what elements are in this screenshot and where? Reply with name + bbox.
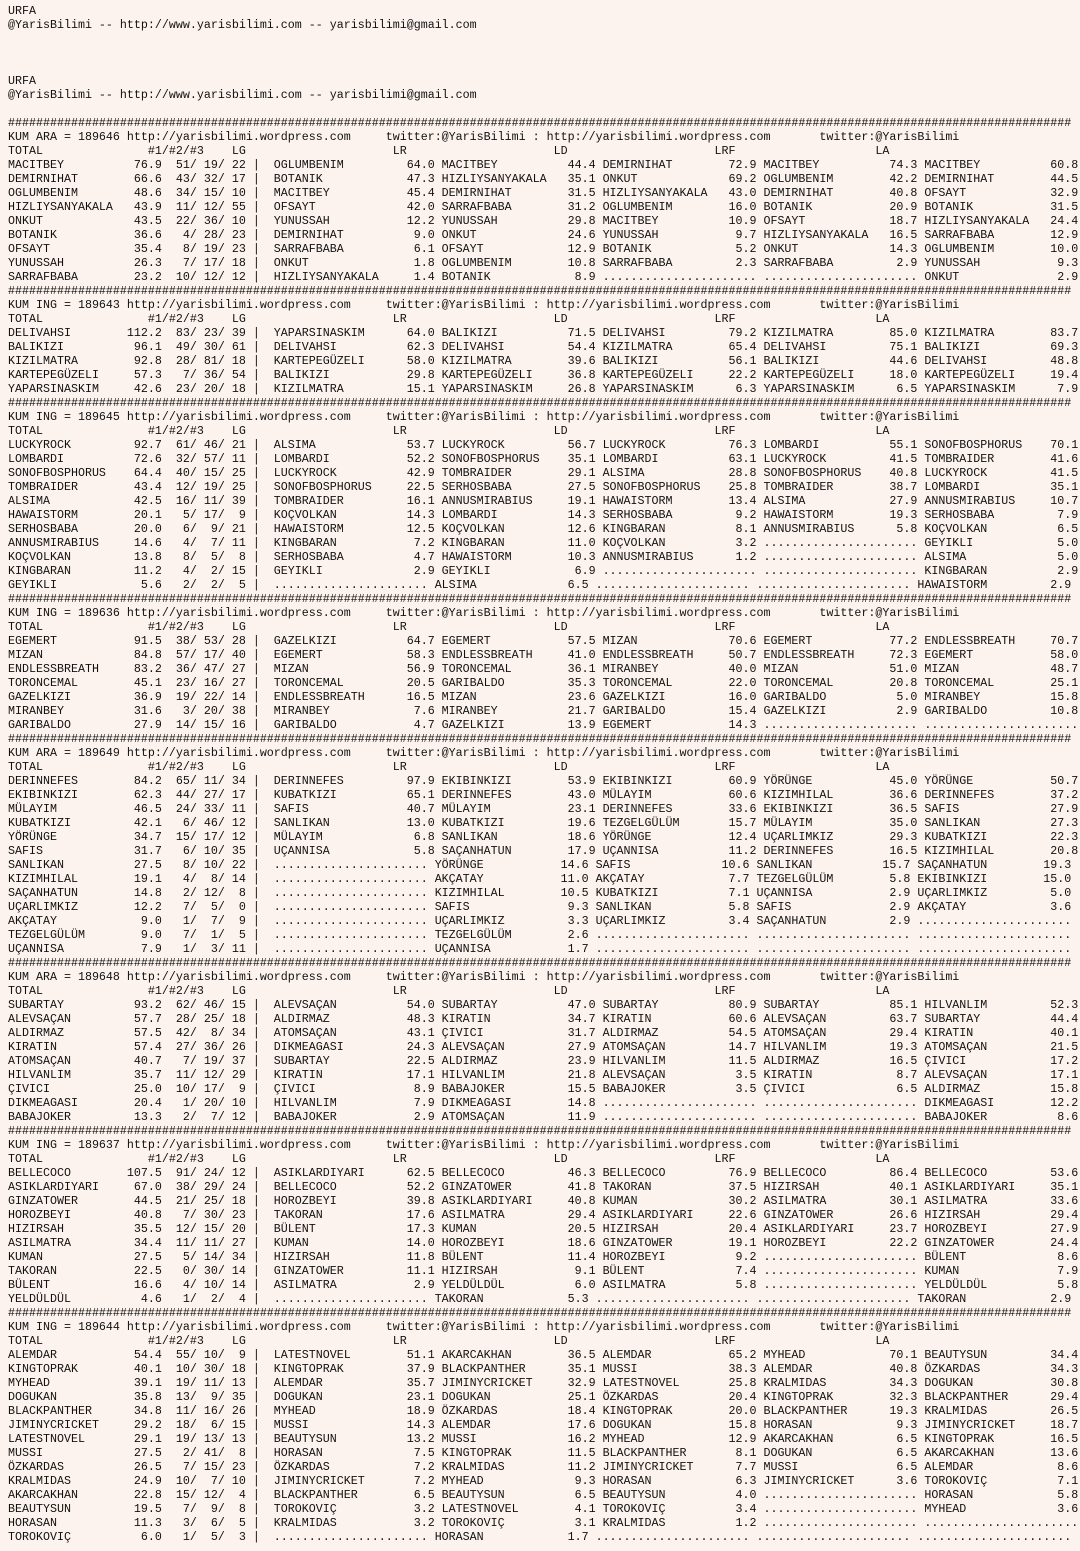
horse-stats-row: HOROZBEYI 40.8 7/ 30/ 23 | TAKORAN 17.6 ASILMATRA 29.4 ASIKLARDIYARI 22.6 GINZATOWER 26.6 HIZIRSAH 29.4	[8, 1208, 1079, 1222]
horse-stats-row: YAPARSINASKIM 42.6 23/ 20/ 18 | KIZILMATRA 15.1 YAPARSINASKIM 26.8 YAPARSINASKIM 6.3 YAPARSINASKIM 6.5 YAPARSINASKIM 7.9	[8, 382, 1079, 396]
horse-stats-row: KRALMIDAS 24.9 10/ 7/ 10 | JIMINYCRICKET 7.2 MYHEAD 9.3 HORASAN 6.3 JIMINYCRICKET 3.6 TOROKOVIÇ 7.1	[8, 1474, 1079, 1488]
horse-stats-row: KUBATKIZI 42.1 6/ 46/ 12 | SANLIKAN 13.0 KUBATKIZI 19.6 TEZGELGÜLÜM 15.7 MÜLAYIM 35.0 SANLIKAN 27.3	[8, 816, 1079, 830]
horse-stats-row: MUSSI 27.5 2/ 41/ 8 | HORASAN 7.5 KINGTOPRAK 11.5 BLACKPANTHER 8.1 DOGUKAN 6.5 AKARCAKHAN 13.6	[8, 1446, 1079, 1460]
horse-stats-row: TEZGELGÜLÜM 9.0 7/ 1/ 5 | ...................... TEZGELGÜLÜM 2.6 ...................... ...................... ......................	[8, 928, 1072, 942]
column-header-row: TOTAL #1/#2/#3 LG LR LD LRF LA	[8, 760, 890, 774]
horse-stats-row: LATESTNOVEL 29.1 19/ 13/ 13 | BEAUTYSUN 13.2 MUSSI 16.2 MYHEAD 12.9 AKARCAKHAN 6.5 KINGTOPRAK 16.5	[8, 1432, 1079, 1446]
page-title: URFA	[8, 74, 36, 88]
section-divider: ########################################################################################################################################################	[8, 1124, 1072, 1138]
horse-stats-row: ALEMDAR 54.4 55/ 10/ 9 | LATESTNOVEL 51.1 AKARCAKHAN 36.5 ALEMDAR 65.2 MYHEAD 70.1 BEAUTYSUN 34.4	[8, 1348, 1079, 1362]
horse-stats-row: SARRAFBABA 23.2 10/ 12/ 12 | HIZLIYSANYAKALA 1.4 BOTANIK 8.9 ...................... ...................... ONKUT 2.9	[8, 270, 1079, 284]
horse-stats-row: HILVANLIM 35.7 11/ 12/ 29 | KIRATIN 17.1 HILVANLIM 21.8 ALEVSAÇAN 3.5 KIRATIN 8.7 ALEVSAÇAN 17.1	[8, 1068, 1079, 1082]
race-header: KUM ARA = 189646 http://yarisbilimi.wordpress.com twitter:@YarisBilimi : http://yarisbilimi.wordpress.com twitter:@YarisBilimi	[8, 130, 960, 144]
blank-line	[8, 32, 1080, 46]
column-header-row: TOTAL #1/#2/#3 LG LR LD LRF LA	[8, 144, 890, 158]
horse-stats-row: KIZILMATRA 92.8 28/ 81/ 18 | KARTEPEGÜZELI 58.0 KIZILMATRA 39.6 BALIKIZI 56.1 BALIKIZI 44.6 DELIVAHSI 48.8	[8, 354, 1079, 368]
horse-stats-row: SERHOSBABA 20.0 6/ 9/ 21 | HAWAISTORM 12.5 KOÇVOLKAN 12.6 KINGBARAN 8.1 ANNUSMIRABIUS 5.8 KOÇVOLKAN 6.5	[8, 522, 1079, 536]
section-divider: ########################################################################################################################################################	[8, 732, 1072, 746]
horse-stats-row: KIRATIN 57.4 27/ 36/ 26 | DIKMEAGASI 24.3 ALEVSAÇAN 27.9 ATOMSAÇAN 14.7 HILVANLIM 19.3 ATOMSAÇAN 21.5	[8, 1040, 1079, 1054]
column-header-row: TOTAL #1/#2/#3 LG LR LD LRF LA	[8, 1152, 890, 1166]
horse-stats-row: ÇIVICI 25.0 10/ 17/ 9 | ÇIVICI 8.9 BABAJOKER 15.5 BABAJOKER 3.5 ÇIVICI 6.5 ALDIRMAZ 15.8	[8, 1082, 1079, 1096]
horse-stats-row: MIRANBEY 31.6 3/ 20/ 38 | MIRANBEY 7.6 MIRANBEY 21.7 GARIBALDO 15.4 GAZELKIZI 2.9 GARIBALDO 10.8	[8, 704, 1079, 718]
horse-stats-row: ONKUT 43.5 22/ 36/ 10 | YUNUSSAH 12.2 YUNUSSAH 29.8 MACITBEY 10.9 OFSAYT 18.7 HIZLIYSANYAKALA 24.4	[8, 214, 1079, 228]
horse-stats-row: TOROKOVIÇ 6.0 1/ 5/ 3 | ...................... HORASAN 1.7 ...................... ...................... ......................	[8, 1530, 1072, 1544]
horse-stats-row: BLACKPANTHER 34.8 11/ 16/ 26 | MYHEAD 18.9 ÖZKARDAS 18.4 KINGTOPRAK 20.0 BLACKPANTHER 19.3 KRALMIDAS 26.5	[8, 1404, 1079, 1418]
horse-stats-row: KARTEPEGÜZELI 57.3 7/ 36/ 54 | BALIKIZI 29.8 KARTEPEGÜZELI 36.8 KARTEPEGÜZELI 22.2 KARTEPEGÜZELI 18.0 KARTEPEGÜZELI 19.4	[8, 368, 1079, 382]
horse-stats-row: HORASAN 11.3 3/ 6/ 5 | KRALMIDAS 3.2 TOROKOVIÇ 3.1 KRALMIDAS 1.2 ...................... ......................	[8, 1516, 1079, 1530]
horse-stats-row: EKIBINKIZI 62.3 44/ 27/ 17 | KUBATKIZI 65.1 DERINNEFES 43.0 MÜLAYIM 60.6 KIZIMHILAL 36.6 DERINNEFES 37.2	[8, 788, 1079, 802]
horse-stats-row: ÖZKARDAS 26.5 7/ 15/ 23 | ÖZKARDAS 7.2 KRALMIDAS 11.2 JIMINYCRICKET 7.7 MUSSI 6.5 ALEMDAR 8.6	[8, 1460, 1079, 1474]
section-divider: ########################################################################################################################################################	[8, 284, 1072, 298]
horse-stats-row: EGEMERT 91.5 38/ 53/ 28 | GAZELKIZI 64.7 EGEMERT 57.5 MIZAN 70.6 EGEMERT 77.2 ENDLESSBREATH 70.7	[8, 634, 1079, 648]
horse-stats-row: DEMIRNIHAT 66.6 43/ 32/ 17 | BOTANIK 47.3 HIZLIYSANYAKALA 35.1 ONKUT 69.2 OGLUMBENIM 42.2 DEMIRNIHAT 44.5	[8, 172, 1079, 186]
horse-stats-row: TORONCEMAL 45.1 23/ 16/ 27 | TORONCEMAL 20.5 GARIBALDO 35.3 TORONCEMAL 22.0 TORONCEMAL 20.8 TORONCEMAL 25.1	[8, 676, 1079, 690]
horse-stats-row: ALSIMA 42.5 16/ 11/ 39 | TOMBRAIDER 16.1 ANNUSMIRABIUS 19.1 HAWAISTORM 13.4 ALSIMA 27.9 ANNUSMIRABIUS 10.7	[8, 494, 1079, 508]
horse-stats-row: HIZIRSAH 35.5 12/ 15/ 20 | BÜLENT 17.3 KUMAN 20.5 HIZIRSAH 20.4 ASIKLARDIYARI 23.7 HOROZBEYI 27.9	[8, 1222, 1079, 1236]
column-header-row: TOTAL #1/#2/#3 LG LR LD LRF LA	[8, 1334, 890, 1348]
horse-stats-row: SAÇANHATUN 14.8 2/ 12/ 8 | ...................... KIZIMHILAL 10.5 KUBATKIZI 7.1 UÇANNISA 2.9 UÇARLIMKIZ 5.0	[8, 886, 1072, 900]
horse-stats-row: YÖRÜNGE 34.7 15/ 17/ 12 | MÜLAYIM 6.8 SANLIKAN 18.6 YÖRÜNGE 12.4 UÇARLIMKIZ 29.3 KUBATKIZI 22.3	[8, 830, 1079, 844]
column-header-row: TOTAL #1/#2/#3 LG LR LD LRF LA	[8, 424, 890, 438]
horse-stats-row: SANLIKAN 27.5 8/ 10/ 22 | ...................... YÖRÜNGE 14.6 SAFIS 10.6 SANLIKAN 15.7 SAÇANHATUN 19.3	[8, 858, 1072, 872]
horse-stats-row: OFSAYT 35.4 8/ 19/ 23 | SARRAFBABA 6.1 OFSAYT 12.9 BOTANIK 5.2 ONKUT 14.3 OGLUMBENIM 10.0	[8, 242, 1079, 256]
race-header: KUM ING = 189636 http://yarisbilimi.wordpress.com twitter:@YarisBilimi : http://yarisbilimi.wordpress.com twitter:@YarisBilimi	[8, 606, 960, 620]
horse-stats-row: SONOFBOSPHORUS 64.4 40/ 15/ 25 | LUCKYROCK 42.9 TOMBRAIDER 29.1 ALSIMA 28.8 SONOFBOSPHORUS 40.8 LUCKYROCK 41.5	[8, 466, 1079, 480]
race-header: KUM ARA = 189649 http://yarisbilimi.wordpress.com twitter:@YarisBilimi : http://yarisbilimi.wordpress.com twitter:@YarisBilimi	[8, 746, 960, 760]
section-divider: ########################################################################################################################################################	[8, 592, 1072, 606]
page-title: URFA	[8, 4, 36, 18]
column-header-row: TOTAL #1/#2/#3 LG LR LD LRF LA	[8, 312, 890, 326]
horse-stats-row: YELDÜLDÜL 4.6 1/ 2/ 4 | ...................... TAKORAN 5.3 ...................... ...................... TAKORAN 2.9	[8, 1292, 1072, 1306]
horse-stats-row: SUBARTAY 93.2 62/ 46/ 15 | ALEVSAÇAN 54.0 SUBARTAY 47.0 SUBARTAY 80.9 SUBARTAY 85.1 HILVANLIM 52.3	[8, 998, 1079, 1012]
horse-stats-row: SAFIS 31.7 6/ 10/ 35 | UÇANNISA 5.8 SAÇANHATUN 17.9 UÇANNISA 11.2 DERINNEFES 16.5 KIZIMHILAL 20.8	[8, 844, 1079, 858]
horse-stats-row: BABAJOKER 13.3 2/ 7/ 12 | BABAJOKER 2.9 ATOMSAÇAN 11.9 ...................... ...................... BABAJOKER 8.6	[8, 1110, 1079, 1124]
blank-line	[8, 102, 1080, 116]
contact-line: @YarisBilimi -- http://www.yarisbilimi.com -- yarisbilimi@gmail.com	[8, 88, 477, 102]
horse-stats-row: GARIBALDO 27.9 14/ 15/ 16 | GARIBALDO 4.7 GAZELKIZI 13.9 EGEMERT 14.3 ...................... ......................	[8, 718, 1079, 732]
horse-stats-row: TOMBRAIDER 43.4 12/ 19/ 25 | SONOFBOSPHORUS 22.5 SERHOSBABA 27.5 SONOFBOSPHORUS 25.8 TOMBRAIDER 38.7 LOMBARDI 35.1	[8, 480, 1079, 494]
horse-stats-row: DIKMEAGASI 20.4 1/ 20/ 10 | HILVANLIM 7.9 DIKMEAGASI 14.8 ...................... ...................... DIKMEAGASI 12.2	[8, 1096, 1079, 1110]
horse-stats-row: ANNUSMIRABIUS 14.6 4/ 7/ 11 | KINGBARAN 7.2 KINGBARAN 11.0 KOÇVOLKAN 3.2 ...................... GEYIKLI 5.0	[8, 536, 1079, 550]
race-header: KUM ING = 189644 http://yarisbilimi.wordpress.com twitter:@YarisBilimi : http://yarisbilimi.wordpress.com twitter:@YarisBilimi	[8, 1320, 960, 1334]
horse-stats-row: BÜLENT 16.6 4/ 10/ 14 | ASILMATRA 2.9 YELDÜLDÜL 6.0 ASILMATRA 5.8 ...................... YELDÜLDÜL 5.8	[8, 1278, 1079, 1292]
race-header: KUM ING = 189645 http://yarisbilimi.wordpress.com twitter:@YarisBilimi : http://yarisbilimi.wordpress.com twitter:@YarisBilimi	[8, 410, 960, 424]
horse-stats-row: ASILMATRA 34.4 11/ 11/ 27 | KUMAN 14.0 HOROZBEYI 18.6 GINZATOWER 19.1 HOROZBEYI 22.2 GINZATOWER 24.4	[8, 1236, 1079, 1250]
horse-stats-row: UÇANNISA 7.9 1/ 3/ 11 | ...................... UÇANNISA 1.7 ...................... ...................... ......................	[8, 942, 1072, 956]
horse-stats-row: HAWAISTORM 20.1 5/ 17/ 9 | KOÇVOLKAN 14.3 LOMBARDI 14.3 SERHOSBABA 9.2 HAWAISTORM 19.3 SERHOSBABA 7.9	[8, 508, 1079, 522]
horse-stats-row: TAKORAN 22.5 0/ 30/ 14 | GINZATOWER 11.1 HIZIRSAH 9.1 BÜLENT 7.4 ...................... KUMAN 7.9	[8, 1264, 1079, 1278]
horse-stats-row: MÜLAYIM 46.5 24/ 33/ 11 | SAFIS 40.7 MÜLAYIM 23.1 DERINNEFES 33.6 EKIBINKIZI 36.5 SAFIS 27.9	[8, 802, 1079, 816]
horse-stats-row: JIMINYCRICKET 29.2 18/ 6/ 15 | MUSSI 14.3 ALEMDAR 17.6 DOGUKAN 15.8 HORASAN 9.3 JIMINYCRICKET 18.7	[8, 1418, 1079, 1432]
horse-stats-row: KIZIMHILAL 19.1 4/ 8/ 14 | ...................... AKÇATAY 11.0 AKÇATAY 7.7 TEZGELGÜLÜM 5.8 EKIBINKIZI 15.0	[8, 872, 1072, 886]
section-divider: ########################################################################################################################################################	[8, 116, 1072, 130]
horse-stats-row: BOTANIK 36.6 4/ 28/ 23 | DEMIRNIHAT 9.0 ONKUT 24.6 YUNUSSAH 9.7 HIZLIYSANYAKALA 16.5 SARRAFBABA 12.9	[8, 228, 1079, 242]
column-header-row: TOTAL #1/#2/#3 LG LR LD LRF LA	[8, 620, 890, 634]
horse-stats-row: BALIKIZI 96.1 49/ 30/ 61 | DELIVAHSI 62.3 DELIVAHSI 54.4 KIZILMATRA 65.4 DELIVAHSI 75.1 BALIKIZI 69.3	[8, 340, 1079, 354]
horse-stats-row: UÇARLIMKIZ 12.2 7/ 5/ 0 | ...................... SAFIS 9.3 SANLIKAN 5.8 SAFIS 2.9 AKÇATAY 3.6	[8, 900, 1072, 914]
horse-stats-row: HIZLIYSANYAKALA 43.9 11/ 12/ 55 | OFSAYT 42.0 SARRAFBABA 31.2 OGLUMBENIM 16.0 BOTANIK 20.9 BOTANIK 31.5	[8, 200, 1079, 214]
column-header-row: TOTAL #1/#2/#3 LG LR LD LRF LA	[8, 984, 890, 998]
horse-stats-row: GEYIKLI 5.6 2/ 2/ 5 | ...................... ALSIMA 6.5 ...................... ...................... HAWAISTORM 2.9	[8, 578, 1072, 592]
horse-stats-row: BELLECOCO 107.5 91/ 24/ 12 | ASIKLARDIYARI 62.5 BELLECOCO 46.3 BELLECOCO 76.9 BELLECOCO 86.4 BELLECOCO 53.6	[8, 1166, 1079, 1180]
horse-stats-row: GAZELKIZI 36.9 19/ 22/ 14 | ENDLESSBREATH 16.5 MIZAN 23.6 GAZELKIZI 16.0 GARIBALDO 5.0 MIRANBEY 15.8	[8, 690, 1079, 704]
blank-line	[8, 60, 1080, 74]
horse-stats-row: AKARCAKHAN 22.8 15/ 12/ 4 | BLACKPANTHER 6.5 BEAUTYSUN 6.5 BEAUTYSUN 4.0 ...................... HORASAN 5.8	[8, 1488, 1079, 1502]
horse-stats-row: DERINNEFES 84.2 65/ 11/ 34 | DERINNEFES 97.9 EKIBINKIZI 53.9 EKIBINKIZI 60.9 YÖRÜNGE 45.0 YÖRÜNGE 50.7	[8, 774, 1079, 788]
horse-stats-row: MIZAN 84.8 57/ 17/ 40 | EGEMERT 58.3 ENDLESSBREATH 41.0 ENDLESSBREATH 50.7 ENDLESSBREATH 72.3 EGEMERT 58.0	[8, 648, 1079, 662]
horse-stats-row: ALEVSAÇAN 57.7 28/ 25/ 18 | ALDIRMAZ 48.3 KIRATIN 34.7 KIRATIN 60.6 ALEVSAÇAN 63.7 SUBARTAY 44.4	[8, 1012, 1079, 1026]
horse-stats-row: ATOMSAÇAN 40.7 7/ 19/ 37 | SUBARTAY 22.5 ALDIRMAZ 23.9 HILVANLIM 11.5 ALDIRMAZ 16.5 ÇIVICI 17.2	[8, 1054, 1079, 1068]
section-divider: ########################################################################################################################################################	[8, 956, 1072, 970]
horse-stats-row: ENDLESSBREATH 83.2 36/ 47/ 27 | MIZAN 56.9 TORONCEMAL 36.1 MIRANBEY 40.0 MIZAN 51.0 MIZAN 48.7	[8, 662, 1079, 676]
blank-line	[8, 46, 1080, 60]
section-divider: ########################################################################################################################################################	[8, 1306, 1072, 1320]
section-divider: ########################################################################################################################################################	[8, 396, 1072, 410]
horse-stats-row: ALDIRMAZ 57.5 42/ 8/ 34 | ATOMSAÇAN 43.1 ÇIVICI 31.7 ALDIRMAZ 54.5 ATOMSAÇAN 29.4 KIRATIN 40.1	[8, 1026, 1079, 1040]
horse-stats-row: KINGTOPRAK 40.1 10/ 30/ 18 | KINGTOPRAK 37.9 BLACKPANTHER 35.1 MUSSI 38.3 ALEMDAR 40.8 ÖZKARDAS 34.3	[8, 1362, 1079, 1376]
horse-stats-row: LUCKYROCK 92.7 61/ 46/ 21 | ALSIMA 53.7 LUCKYROCK 56.7 LUCKYROCK 76.3 LOMBARDI 55.1 SONOFBOSPHORUS 70.1	[8, 438, 1079, 452]
horse-stats-row: KINGBARAN 11.2 4/ 2/ 15 | GEYIKLI 2.9 GEYIKLI 6.9 ...................... ...................... KINGBARAN 2.9	[8, 564, 1079, 578]
horse-stats-row: AKÇATAY 9.0 1/ 7/ 9 | ...................... UÇARLIMKIZ 3.3 UÇARLIMKIZ 3.4 SAÇANHATUN 2.9 ......................	[8, 914, 1072, 928]
horse-stats-row: YUNUSSAH 26.3 7/ 17/ 18 | ONKUT 1.8 OGLUMBENIM 10.8 SARRAFBABA 2.3 SARRAFBABA 2.9 YUNUSSAH 9.3	[8, 256, 1079, 270]
race-header: KUM ING = 189637 http://yarisbilimi.wordpress.com twitter:@YarisBilimi : http://yarisbilimi.wordpress.com twitter:@YarisBilimi	[8, 1138, 960, 1152]
horse-stats-row: BEAUTYSUN 19.5 7/ 9/ 8 | TOROKOVIÇ 3.2 LATESTNOVEL 4.1 TOROKOVIÇ 3.4 ...................... MYHEAD 3.6	[8, 1502, 1079, 1516]
horse-stats-row: ASIKLARDIYARI 67.0 38/ 29/ 24 | BELLECOCO 52.2 GINZATOWER 41.8 TAKORAN 37.5 HIZIRSAH 40.1 ASIKLARDIYARI 35.1	[8, 1180, 1079, 1194]
horse-stats-row: OGLUMBENIM 48.6 34/ 15/ 10 | MACITBEY 45.4 DEMIRNIHAT 31.5 HIZLIYSANYAKALA 43.0 DEMIRNIHAT 40.8 OFSAYT 32.9	[8, 186, 1079, 200]
horse-stats-row: MYHEAD 39.1 19/ 11/ 13 | ALEMDAR 35.7 JIMINYCRICKET 32.9 LATESTNOVEL 25.8 KRALMIDAS 34.3 DOGUKAN 30.8	[8, 1376, 1079, 1390]
contact-line: @YarisBilimi -- http://www.yarisbilimi.com -- yarisbilimi@gmail.com	[8, 18, 477, 32]
horse-stats-row: DOGUKAN 35.8 13/ 9/ 35 | DOGUKAN 23.1 DOGUKAN 25.1 ÖZKARDAS 20.4 KINGTOPRAK 32.3 BLACKPANTHER 29.4	[8, 1390, 1079, 1404]
race-header: KUM ING = 189643 http://yarisbilimi.wordpress.com twitter:@YarisBilimi : http://yarisbilimi.wordpress.com twitter:@YarisBilimi	[8, 298, 960, 312]
horse-stats-row: KUMAN 27.5 5/ 14/ 34 | HIZIRSAH 11.8 BÜLENT 11.4 HOROZBEYI 9.2 ...................... BÜLENT 8.6	[8, 1250, 1079, 1264]
horse-stats-row: LOMBARDI 72.6 32/ 57/ 11 | LOMBARDI 52.2 SONOFBOSPHORUS 35.1 LOMBARDI 63.1 LUCKYROCK 41.5 TOMBRAIDER 41.6	[8, 452, 1079, 466]
horse-stats-row: MACITBEY 76.9 51/ 19/ 22 | OGLUMBENIM 64.0 MACITBEY 44.4 DEMIRNIHAT 72.9 MACITBEY 74.3 MACITBEY 60.8	[8, 158, 1079, 172]
horse-stats-row: DELIVAHSI 112.2 83/ 23/ 39 | YAPARSINASKIM 64.0 BALIKIZI 71.5 DELIVAHSI 79.2 KIZILMATRA 85.0 KIZILMATRA 83.7	[8, 326, 1079, 340]
horse-stats-row: GINZATOWER 44.5 21/ 25/ 18 | HOROZBEYI 39.8 ASIKLARDIYARI 40.8 KUMAN 30.2 ASILMATRA 30.1 ASILMATRA 33.6	[8, 1194, 1079, 1208]
horse-stats-row: KOÇVOLKAN 13.8 8/ 5/ 8 | SERHOSBABA 4.7 HAWAISTORM 10.3 ANNUSMIRABIUS 1.2 ...................... ALSIMA 5.0	[8, 550, 1079, 564]
race-header: KUM ARA = 189648 http://yarisbilimi.wordpress.com twitter:@YarisBilimi : http://yarisbilimi.wordpress.com twitter:@YarisBilimi	[8, 970, 960, 984]
